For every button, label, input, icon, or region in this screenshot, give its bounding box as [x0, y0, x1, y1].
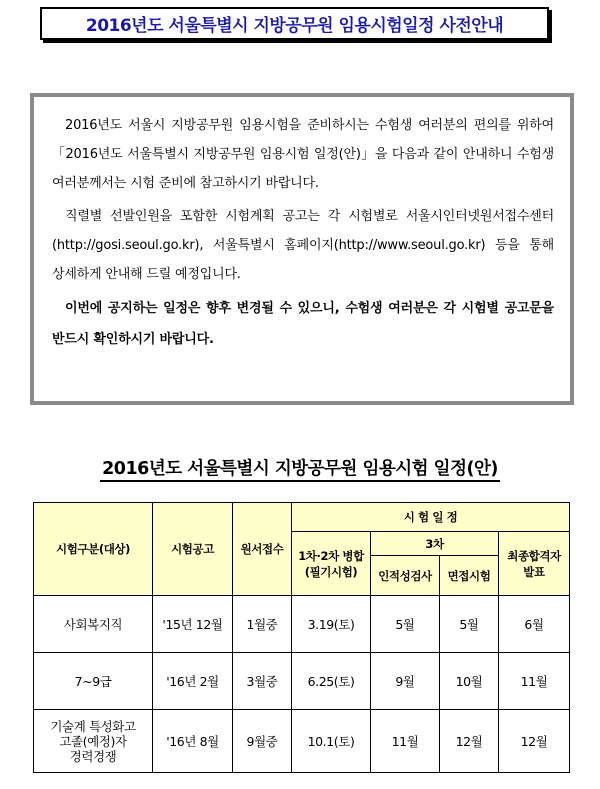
cell-category: 사회복지직	[34, 596, 153, 653]
cell-written: 6.25(토)	[292, 653, 371, 710]
cell-final: 12월	[499, 710, 570, 773]
schedule-title: 2016년도 서울특별시 지방공무원 임용시험 일정(안)	[100, 459, 500, 482]
cell-category-line3: 경력경쟁	[69, 748, 117, 764]
table-row	[34, 710, 570, 773]
header-written-line2: (필기시험)	[304, 564, 358, 579]
page-title-box	[40, 7, 549, 40]
cell-application: 3월중	[233, 653, 292, 710]
notice-paragraph-1: 2016년도 서울시 지방공무원 임용시험을 준비하시는 수험생 여러분의 편의를 위하여 「2016년도 서울특별시 지방공무원 임용시험 일정(안)」을 다음과 같이 안내하니 수험생 여러분께서는 시험 준비에 참고하시기 바랍니다.	[52, 118, 554, 191]
cell-interview: 10월	[440, 653, 499, 710]
cell-announcement: '15년 12월	[153, 596, 233, 653]
schedule-table	[33, 502, 570, 773]
header-final	[499, 532, 570, 596]
cell-final: 11월	[499, 653, 570, 710]
notice-box	[30, 93, 574, 405]
table-row	[34, 653, 570, 710]
header-final-line1: 최종합격자	[507, 548, 561, 563]
cell-category-line2: 고졸(예정)자	[59, 733, 127, 749]
header-interview: 면접시험	[440, 556, 499, 596]
header-schedule-group: 시 험 일 정	[292, 503, 570, 532]
cell-application: 9월중	[233, 710, 292, 773]
header-written	[292, 532, 371, 596]
header-category: 시험구분(대상)	[34, 503, 153, 596]
cell-application: 1월중	[233, 596, 292, 653]
cell-category-line1: 기술계 특성화고	[50, 718, 136, 734]
cell-written: 3.19(토)	[292, 596, 371, 653]
cell-announcement: '16년 2월	[153, 653, 233, 710]
cell-final: 6월	[499, 596, 570, 653]
cell-interview: 5월	[440, 596, 499, 653]
table-row	[34, 596, 570, 653]
header-personality: 인적성검사	[371, 556, 440, 596]
cell-personality: 9월	[371, 653, 440, 710]
header-third: 3차	[371, 532, 499, 556]
header-application: 원서접수	[233, 503, 292, 596]
header-announcement: 시험공고	[153, 503, 233, 596]
cell-category	[34, 710, 153, 773]
cell-personality: 5월	[371, 596, 440, 653]
schedule-heading	[0, 455, 600, 480]
cell-category: 7~9급	[34, 653, 153, 710]
page-title: 2016년도 서울특별시 지방공무원 임용시험일정 사전안내	[85, 16, 504, 36]
header-final-line2: 발표	[523, 564, 545, 579]
cell-personality: 11월	[371, 710, 440, 773]
cell-interview: 12월	[440, 710, 499, 773]
notice-paragraph-3: 이번에 공지하는 일정은 향후 변경될 수 있으니, 수험생 여러분은 각 시험별 공고문을 반드시 확인하시기 바랍니다.	[52, 301, 554, 347]
cell-written: 10.1(토)	[292, 710, 371, 773]
notice-paragraph-2: 직렬별 선발인원을 포함한 시험계획 공고는 각 시험별로 서울시인터넷원서접수센터(http://gosi.seoul.go.kr), 서울특별시 홈페이지(http://www.seoul.go.kr) 등을 통해 상세하게 안내해 드릴 예정입니다.	[52, 209, 554, 282]
cell-announcement: '16년 8월	[153, 710, 233, 773]
header-written-line1: 1차·2차 병합	[298, 548, 364, 563]
